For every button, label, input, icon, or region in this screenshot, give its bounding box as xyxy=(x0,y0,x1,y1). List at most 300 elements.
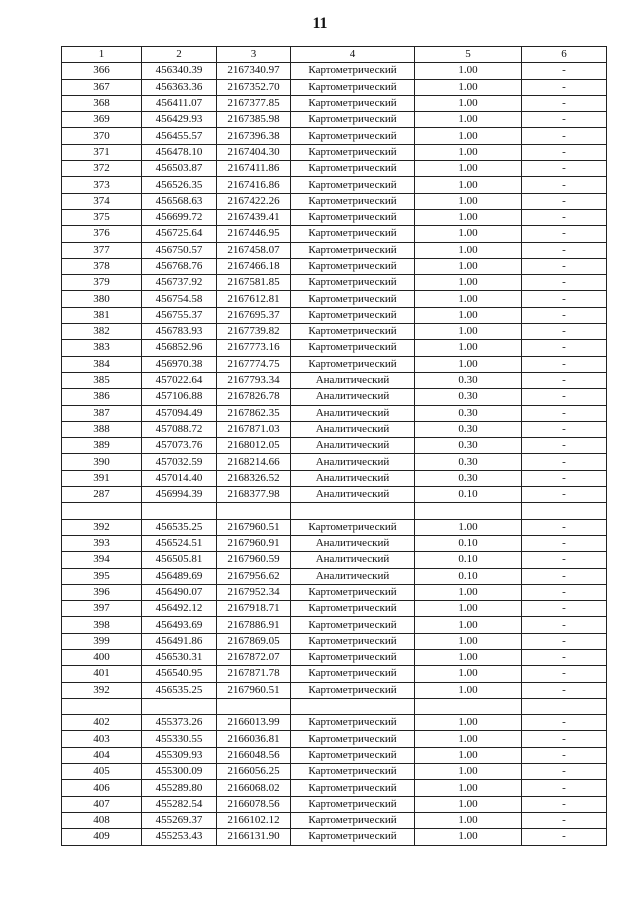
method-cell: Аналитический xyxy=(291,552,415,568)
x-coordinate-cell: 456530.31 xyxy=(142,649,217,665)
note-cell: - xyxy=(522,568,607,584)
table-separator-row xyxy=(62,698,607,714)
y-coordinate-cell xyxy=(217,698,291,714)
method-cell: Картометрический xyxy=(291,324,415,340)
y-coordinate-cell xyxy=(217,503,291,519)
method-cell: Картометрический xyxy=(291,715,415,731)
method-cell: Картометрический xyxy=(291,242,415,258)
method-cell: Картометрический xyxy=(291,617,415,633)
method-cell: Картометрический xyxy=(291,340,415,356)
method-cell: Картометрический xyxy=(291,356,415,372)
y-coordinate-cell: 2167956.62 xyxy=(217,568,291,584)
note-cell: - xyxy=(522,177,607,193)
table-row xyxy=(62,747,607,763)
point-number-cell: 368 xyxy=(62,95,142,111)
y-coordinate-cell: 2167612.81 xyxy=(217,291,291,307)
accuracy-cell: 0.30 xyxy=(415,405,522,421)
point-number-cell: 367 xyxy=(62,79,142,95)
table-row xyxy=(62,356,607,372)
x-coordinate-cell: 456750.57 xyxy=(142,242,217,258)
y-coordinate-cell: 2167458.07 xyxy=(217,242,291,258)
point-number-cell: 378 xyxy=(62,258,142,274)
accuracy-cell: 0.30 xyxy=(415,454,522,470)
table-row xyxy=(62,715,607,731)
x-coordinate-cell: 455300.09 xyxy=(142,764,217,780)
x-coordinate-cell: 456737.92 xyxy=(142,275,217,291)
accuracy-cell: 1.00 xyxy=(415,209,522,225)
method-cell: Картометрический xyxy=(291,63,415,79)
note-cell: - xyxy=(522,95,607,111)
x-coordinate-cell: 456505.81 xyxy=(142,552,217,568)
x-coordinate-cell: 456493.69 xyxy=(142,617,217,633)
note-cell: - xyxy=(522,829,607,845)
y-coordinate-cell: 2167960.91 xyxy=(217,535,291,551)
y-coordinate-cell: 2167466.18 xyxy=(217,258,291,274)
method-cell: Картометрический xyxy=(291,519,415,535)
note-cell: - xyxy=(522,715,607,731)
table-row xyxy=(62,63,607,79)
point-number-cell: 381 xyxy=(62,307,142,323)
x-coordinate-cell: 456970.38 xyxy=(142,356,217,372)
note-cell: - xyxy=(522,291,607,307)
method-cell: Картометрический xyxy=(291,666,415,682)
accuracy-cell: 0.30 xyxy=(415,389,522,405)
x-coordinate-cell: 456725.64 xyxy=(142,226,217,242)
note-cell: - xyxy=(522,649,607,665)
point-number-cell: 374 xyxy=(62,193,142,209)
point-number-cell: 394 xyxy=(62,552,142,568)
table-row xyxy=(62,487,607,503)
accuracy-cell: 1.00 xyxy=(415,812,522,828)
note-cell: - xyxy=(522,112,607,128)
note-cell: - xyxy=(522,421,607,437)
accuracy-cell: 1.00 xyxy=(415,340,522,356)
method-cell: Аналитический xyxy=(291,535,415,551)
method-cell: Картометрический xyxy=(291,780,415,796)
point-number-cell: 389 xyxy=(62,438,142,454)
table-row xyxy=(62,682,607,698)
accuracy-cell: 1.00 xyxy=(415,291,522,307)
note-cell: - xyxy=(522,454,607,470)
y-coordinate-cell: 2168214.66 xyxy=(217,454,291,470)
x-coordinate-cell: 456754.58 xyxy=(142,291,217,307)
method-cell: Картометрический xyxy=(291,275,415,291)
x-coordinate-cell: 457106.88 xyxy=(142,389,217,405)
accuracy-cell: 1.00 xyxy=(415,177,522,193)
point-number-cell: 373 xyxy=(62,177,142,193)
accuracy-cell: 1.00 xyxy=(415,226,522,242)
accuracy-cell: 0.30 xyxy=(415,438,522,454)
y-coordinate-cell: 2166048.56 xyxy=(217,747,291,763)
point-number-cell: 395 xyxy=(62,568,142,584)
x-coordinate-cell: 456535.25 xyxy=(142,682,217,698)
accuracy-cell: 1.00 xyxy=(415,324,522,340)
x-coordinate-cell: 456568.63 xyxy=(142,193,217,209)
point-number-cell: 391 xyxy=(62,470,142,486)
table-row xyxy=(62,112,607,128)
note-cell: - xyxy=(522,144,607,160)
table-row xyxy=(62,568,607,584)
y-coordinate-cell: 2166131.90 xyxy=(217,829,291,845)
point-number-cell: 376 xyxy=(62,226,142,242)
note-cell: - xyxy=(522,633,607,649)
point-number-cell xyxy=(62,698,142,714)
point-number-cell: 287 xyxy=(62,487,142,503)
accuracy-cell: 1.00 xyxy=(415,796,522,812)
x-coordinate-cell: 455269.37 xyxy=(142,812,217,828)
table-row xyxy=(62,649,607,665)
x-coordinate-cell: 456492.12 xyxy=(142,601,217,617)
point-number-cell: 399 xyxy=(62,633,142,649)
method-cell: Картометрический xyxy=(291,747,415,763)
method-cell: Картометрический xyxy=(291,812,415,828)
x-coordinate-cell: 457022.64 xyxy=(142,372,217,388)
method-cell: Аналитический xyxy=(291,487,415,503)
table-separator-row xyxy=(62,503,607,519)
note-cell: - xyxy=(522,438,607,454)
note-cell: - xyxy=(522,242,607,258)
point-number-cell: 401 xyxy=(62,666,142,682)
method-cell: Картометрический xyxy=(291,161,415,177)
note-cell: - xyxy=(522,764,607,780)
note-cell: - xyxy=(522,617,607,633)
accuracy-cell: 1.00 xyxy=(415,112,522,128)
y-coordinate-cell: 2167918.71 xyxy=(217,601,291,617)
accuracy-cell: 1.00 xyxy=(415,584,522,600)
x-coordinate-cell: 457073.76 xyxy=(142,438,217,454)
point-number-cell: 407 xyxy=(62,796,142,812)
accuracy-cell: 1.00 xyxy=(415,715,522,731)
method-cell: Картометрический xyxy=(291,764,415,780)
point-number-cell: 392 xyxy=(62,519,142,535)
y-coordinate-cell: 2167340.97 xyxy=(217,63,291,79)
point-number-cell: 375 xyxy=(62,209,142,225)
method-cell: Картометрический xyxy=(291,177,415,193)
header-col-3: 3 xyxy=(217,47,291,63)
table-row xyxy=(62,291,607,307)
point-number-cell: 382 xyxy=(62,324,142,340)
y-coordinate-cell: 2167411.86 xyxy=(217,161,291,177)
table-row xyxy=(62,161,607,177)
x-coordinate-cell: 456491.86 xyxy=(142,633,217,649)
point-number-cell: 372 xyxy=(62,161,142,177)
accuracy-cell: 1.00 xyxy=(415,128,522,144)
table-row xyxy=(62,79,607,95)
method-cell: Картометрический xyxy=(291,95,415,111)
y-coordinate-cell: 2166078.56 xyxy=(217,796,291,812)
note-cell: - xyxy=(522,535,607,551)
header-col-1: 1 xyxy=(62,47,142,63)
method-cell: Картометрический xyxy=(291,226,415,242)
x-coordinate-cell: 456429.93 xyxy=(142,112,217,128)
x-coordinate-cell: 455330.55 xyxy=(142,731,217,747)
y-coordinate-cell: 2167773.16 xyxy=(217,340,291,356)
table-row xyxy=(62,209,607,225)
x-coordinate-cell: 456455.57 xyxy=(142,128,217,144)
accuracy-cell: 0.10 xyxy=(415,568,522,584)
y-coordinate-cell: 2167581.85 xyxy=(217,275,291,291)
method-cell: Картометрический xyxy=(291,829,415,845)
table-row xyxy=(62,324,607,340)
method-cell: Аналитический xyxy=(291,438,415,454)
x-coordinate-cell: 456783.93 xyxy=(142,324,217,340)
method-cell: Картометрический xyxy=(291,307,415,323)
method-cell: Аналитический xyxy=(291,454,415,470)
method-cell: Картометрический xyxy=(291,79,415,95)
note-cell: - xyxy=(522,63,607,79)
header-col-6: 6 xyxy=(522,47,607,63)
x-coordinate-cell: 456489.69 xyxy=(142,568,217,584)
table-row xyxy=(62,731,607,747)
y-coordinate-cell: 2168012.05 xyxy=(217,438,291,454)
table-row xyxy=(62,519,607,535)
y-coordinate-cell: 2166056.25 xyxy=(217,764,291,780)
table-row xyxy=(62,307,607,323)
accuracy-cell: 1.00 xyxy=(415,161,522,177)
method-cell: Картометрический xyxy=(291,649,415,665)
x-coordinate-cell: 456852.96 xyxy=(142,340,217,356)
table-body xyxy=(62,63,607,845)
point-number-cell: 397 xyxy=(62,601,142,617)
y-coordinate-cell: 2167774.75 xyxy=(217,356,291,372)
point-number-cell: 390 xyxy=(62,454,142,470)
point-number-cell: 385 xyxy=(62,372,142,388)
table-row xyxy=(62,666,607,682)
y-coordinate-cell: 2167960.51 xyxy=(217,519,291,535)
y-coordinate-cell: 2167871.03 xyxy=(217,421,291,437)
y-coordinate-cell: 2167869.05 xyxy=(217,633,291,649)
table-row xyxy=(62,193,607,209)
y-coordinate-cell: 2167396.38 xyxy=(217,128,291,144)
table-row xyxy=(62,796,607,812)
note-cell: - xyxy=(522,470,607,486)
x-coordinate-cell: 456768.76 xyxy=(142,258,217,274)
table-row xyxy=(62,617,607,633)
table-row xyxy=(62,242,607,258)
x-coordinate-cell: 456526.35 xyxy=(142,177,217,193)
point-number-cell: 369 xyxy=(62,112,142,128)
accuracy-cell: 1.00 xyxy=(415,144,522,160)
note-cell: - xyxy=(522,405,607,421)
x-coordinate-cell: 455309.93 xyxy=(142,747,217,763)
y-coordinate-cell: 2168377.98 xyxy=(217,487,291,503)
note-cell: - xyxy=(522,372,607,388)
method-cell: Картометрический xyxy=(291,128,415,144)
accuracy-cell: 1.00 xyxy=(415,63,522,79)
table-row xyxy=(62,405,607,421)
y-coordinate-cell: 2167416.86 xyxy=(217,177,291,193)
x-coordinate-cell: 455289.80 xyxy=(142,780,217,796)
accuracy-cell: 0.10 xyxy=(415,535,522,551)
method-cell: Картометрический xyxy=(291,112,415,128)
table-row xyxy=(62,829,607,845)
header-col-4: 4 xyxy=(291,47,415,63)
accuracy-cell: 1.00 xyxy=(415,95,522,111)
y-coordinate-cell: 2167422.26 xyxy=(217,193,291,209)
accuracy-cell: 1.00 xyxy=(415,193,522,209)
table-row xyxy=(62,438,607,454)
y-coordinate-cell: 2167404.30 xyxy=(217,144,291,160)
note-cell xyxy=(522,698,607,714)
point-number-cell: 409 xyxy=(62,829,142,845)
note-cell: - xyxy=(522,519,607,535)
note-cell: - xyxy=(522,731,607,747)
note-cell: - xyxy=(522,584,607,600)
table-row xyxy=(62,95,607,111)
method-cell: Картометрический xyxy=(291,193,415,209)
table-row xyxy=(62,535,607,551)
point-number-cell: 370 xyxy=(62,128,142,144)
note-cell: - xyxy=(522,601,607,617)
y-coordinate-cell: 2167377.85 xyxy=(217,95,291,111)
x-coordinate-cell: 457032.59 xyxy=(142,454,217,470)
method-cell xyxy=(291,503,415,519)
accuracy-cell: 0.30 xyxy=(415,470,522,486)
x-coordinate-cell: 456478.10 xyxy=(142,144,217,160)
point-number-cell: 387 xyxy=(62,405,142,421)
note-cell: - xyxy=(522,487,607,503)
note-cell: - xyxy=(522,780,607,796)
y-coordinate-cell: 2167385.98 xyxy=(217,112,291,128)
accuracy-cell: 1.00 xyxy=(415,519,522,535)
table-row xyxy=(62,340,607,356)
method-cell: Аналитический xyxy=(291,372,415,388)
point-number-cell: 398 xyxy=(62,617,142,633)
note-cell: - xyxy=(522,209,607,225)
accuracy-cell: 1.00 xyxy=(415,307,522,323)
method-cell: Аналитический xyxy=(291,405,415,421)
accuracy-cell: 1.00 xyxy=(415,731,522,747)
accuracy-cell: 0.30 xyxy=(415,421,522,437)
table-row xyxy=(62,764,607,780)
x-coordinate-cell: 455373.26 xyxy=(142,715,217,731)
point-number-cell: 392 xyxy=(62,682,142,698)
page-number: 11 xyxy=(312,15,328,32)
method-cell: Картометрический xyxy=(291,601,415,617)
note-cell: - xyxy=(522,193,607,209)
y-coordinate-cell: 2167439.41 xyxy=(217,209,291,225)
table-row xyxy=(62,421,607,437)
method-cell: Картометрический xyxy=(291,584,415,600)
x-coordinate-cell: 456503.87 xyxy=(142,161,217,177)
accuracy-cell: 1.00 xyxy=(415,666,522,682)
method-cell: Картометрический xyxy=(291,796,415,812)
note-cell: - xyxy=(522,128,607,144)
header-col-2: 2 xyxy=(142,47,217,63)
method-cell: Аналитический xyxy=(291,568,415,584)
method-cell: Картометрический xyxy=(291,682,415,698)
note-cell: - xyxy=(522,682,607,698)
accuracy-cell: 1.00 xyxy=(415,79,522,95)
accuracy-cell: 1.00 xyxy=(415,633,522,649)
table-row xyxy=(62,275,607,291)
point-number-cell: 366 xyxy=(62,63,142,79)
y-coordinate-cell: 2167352.70 xyxy=(217,79,291,95)
y-coordinate-cell: 2166068.02 xyxy=(217,780,291,796)
note-cell: - xyxy=(522,796,607,812)
accuracy-cell: 1.00 xyxy=(415,829,522,845)
point-number-cell: 403 xyxy=(62,731,142,747)
note-cell: - xyxy=(522,552,607,568)
method-cell: Картометрический xyxy=(291,258,415,274)
note-cell: - xyxy=(522,356,607,372)
table-row xyxy=(62,372,607,388)
point-number-cell xyxy=(62,503,142,519)
accuracy-cell xyxy=(415,503,522,519)
accuracy-cell: 0.30 xyxy=(415,372,522,388)
x-coordinate-cell: 456340.39 xyxy=(142,63,217,79)
method-cell: Картометрический xyxy=(291,209,415,225)
table-row xyxy=(62,389,607,405)
point-number-cell: 384 xyxy=(62,356,142,372)
note-cell: - xyxy=(522,812,607,828)
point-number-cell: 396 xyxy=(62,584,142,600)
x-coordinate-cell: 456540.95 xyxy=(142,666,217,682)
y-coordinate-cell: 2167952.34 xyxy=(217,584,291,600)
point-number-cell: 371 xyxy=(62,144,142,160)
y-coordinate-cell: 2167886.91 xyxy=(217,617,291,633)
table-row xyxy=(62,258,607,274)
y-coordinate-cell: 2168326.52 xyxy=(217,470,291,486)
accuracy-cell: 1.00 xyxy=(415,764,522,780)
accuracy-cell: 1.00 xyxy=(415,258,522,274)
table-header-row xyxy=(62,47,607,63)
note-cell: - xyxy=(522,161,607,177)
table-row xyxy=(62,226,607,242)
y-coordinate-cell: 2167862.35 xyxy=(217,405,291,421)
point-number-cell: 408 xyxy=(62,812,142,828)
y-coordinate-cell: 2166102.12 xyxy=(217,812,291,828)
table-row xyxy=(62,177,607,193)
note-cell: - xyxy=(522,747,607,763)
accuracy-cell: 1.00 xyxy=(415,747,522,763)
x-coordinate-cell xyxy=(142,698,217,714)
table-row xyxy=(62,584,607,600)
accuracy-cell: 1.00 xyxy=(415,682,522,698)
method-cell: Картометрический xyxy=(291,633,415,649)
y-coordinate-cell: 2167960.59 xyxy=(217,552,291,568)
y-coordinate-cell: 2167695.37 xyxy=(217,307,291,323)
table-row xyxy=(62,812,607,828)
table-row xyxy=(62,144,607,160)
x-coordinate-cell: 457094.49 xyxy=(142,405,217,421)
note-cell: - xyxy=(522,324,607,340)
table-row xyxy=(62,454,607,470)
x-coordinate-cell: 455282.54 xyxy=(142,796,217,812)
note-cell: - xyxy=(522,79,607,95)
point-number-cell: 386 xyxy=(62,389,142,405)
x-coordinate-cell: 456490.07 xyxy=(142,584,217,600)
method-cell: Аналитический xyxy=(291,470,415,486)
method-cell: Картометрический xyxy=(291,731,415,747)
coordinates-table xyxy=(61,46,607,846)
point-number-cell: 393 xyxy=(62,535,142,551)
header-col-5: 5 xyxy=(415,47,522,63)
point-number-cell: 402 xyxy=(62,715,142,731)
x-coordinate-cell: 456994.39 xyxy=(142,487,217,503)
note-cell: - xyxy=(522,340,607,356)
point-number-cell: 405 xyxy=(62,764,142,780)
x-coordinate-cell: 455253.43 xyxy=(142,829,217,845)
x-coordinate-cell: 456699.72 xyxy=(142,209,217,225)
accuracy-cell: 0.10 xyxy=(415,552,522,568)
note-cell: - xyxy=(522,389,607,405)
x-coordinate-cell: 456535.25 xyxy=(142,519,217,535)
table-row xyxy=(62,633,607,649)
accuracy-cell: 1.00 xyxy=(415,275,522,291)
point-number-cell: 383 xyxy=(62,340,142,356)
method-cell: Картометрический xyxy=(291,291,415,307)
